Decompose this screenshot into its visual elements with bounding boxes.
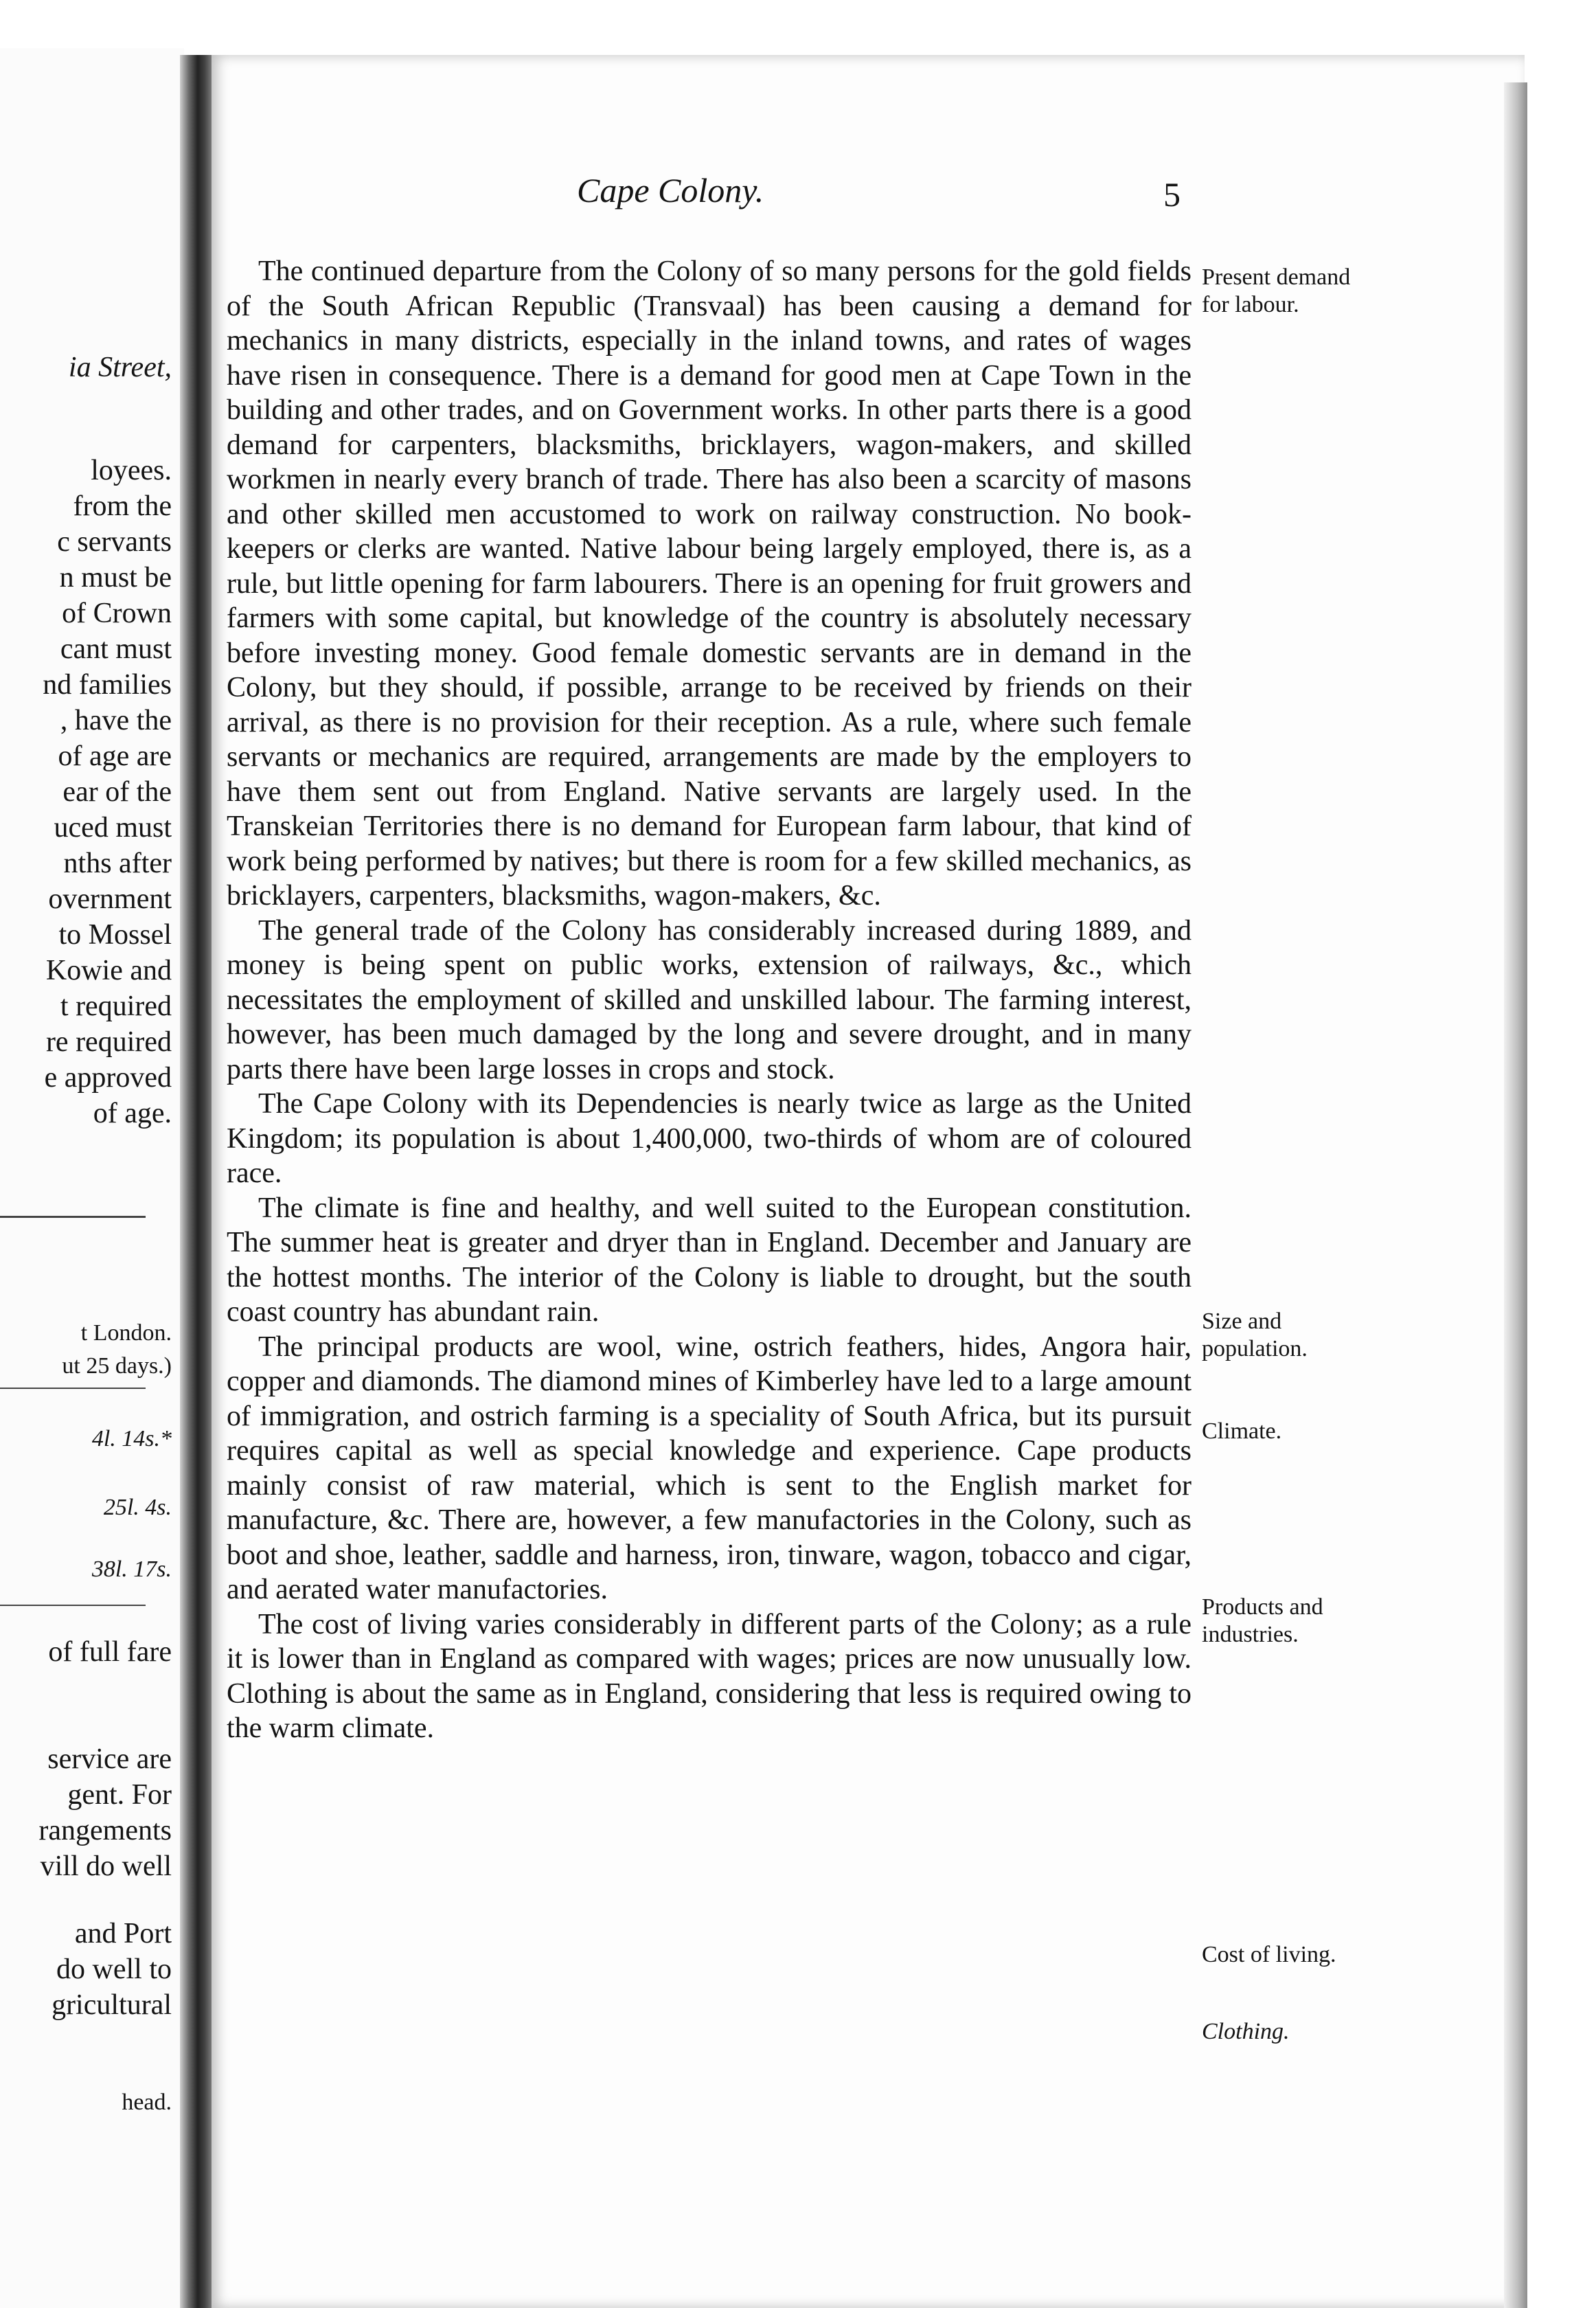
margin-note-size-and-population: Size and population. <box>1202 1309 1308 1361</box>
left-page-fragment: ia Street, <box>68 352 172 383</box>
body-text <box>227 254 1192 1746</box>
left-page-fragment: e approved <box>44 1062 172 1094</box>
paragraph-size-and-population: The Cape Colony with its Dependencies is nearly twice as large as the United Kingdom; its population is about 1,400,000, two-thirds of whom are of coloured race. <box>227 1088 1192 1189</box>
paragraph-demand-for-labour: The continued departure from the Colony of so many persons for the gold fields of the South African Republic (Transvaal) has been causing a demand for mechanics in many districts, especially in the inland towns, and rates of wages have risen in consequence. There is a demand for good men at Cape Town in the building and other trades, and on Government works. In other parts there is a good demand for carpenters, blacksmiths, bricklayers, wagon-makers, and skilled workmen in nearly every branch of trade. There has also been a scarcity of masons and other skilled men accustomed to work on railway construction. No book-keepers or clerks are wanted. Native labour being largely employed, there is, as a rule, but little opening for farm labourers. There is an opening for fruit growers and farmers with some capital, but knowledge of the country is absolutely necessary before investing money. Good female domestic servants are in demand in the Colony, but they should, if possible, arrange to be received by friends on their arrival, as there is no provision for their reception. As a rule, where such female servants or mechanics are required, arrangements are made by the employers to have them sent out from England. Native servants are largely used. In the Transkeian Territories there is no demand for European farm labour, that kind of work being performed by natives; but there is room for a few skilled mechanics, as bricklayers, carpenters, blacksmiths, wagon-makers, &c. <box>227 256 1192 912</box>
left-page-fragment: t required <box>60 991 172 1022</box>
left-page-fragment: ear of the <box>62 776 172 808</box>
left-page-fragment: vill do well <box>40 1851 172 1882</box>
left-page-fragment: loyees. <box>91 455 172 486</box>
left-page-fragment: Kowie and <box>45 955 172 986</box>
left-page-fragment: t London. <box>80 1320 172 1346</box>
left-page-fragment: uced must <box>54 812 172 844</box>
margin-note-present-demand: Present demand for labour. <box>1202 264 1351 317</box>
paragraph-climate: The climate is fine and healthy, and well suited to the European constitution. The summer heat is greater and dryer than in England. December and January are the hottest months. The interior of the Colony is liable to drought, but the south coast country has abundant rain. <box>227 1192 1192 1328</box>
left-page-fragment: gent. For <box>67 1779 172 1811</box>
margin-note-clothing: Clothing. <box>1202 2019 1290 2044</box>
paragraph-cost-of-living: The cost of living varies considerably in different parts of the Colony; as a rule it is lower than in England as compared with wages; prices are now unusually low. Clothing is about the same as in England, considering that less is required owing to the warm climate. <box>227 1608 1192 1744</box>
left-page-rule <box>0 1388 146 1389</box>
left-page-fragment: head. <box>122 2090 172 2115</box>
running-head: Cape Colony. <box>577 171 764 210</box>
page-edge-shadow <box>1504 82 1527 2308</box>
left-page-fragment: nd families <box>43 669 172 701</box>
left-page-fragment: do well to <box>56 1954 172 1985</box>
page-number: 5 <box>1163 175 1181 214</box>
left-page-fragment: of Crown <box>62 598 172 629</box>
left-page-fragment: nths after <box>63 848 172 879</box>
left-page-fragment: re required <box>45 1026 172 1058</box>
left-page-fragment: 38l. 17s. <box>91 1557 172 1582</box>
left-page-fragment: cant must <box>60 633 172 665</box>
left-page-fragment: overnment <box>48 883 172 915</box>
left-page-fragment: 25l. 4s. <box>103 1495 172 1520</box>
left-page-fragment: to Mossel <box>58 919 172 951</box>
left-page-fragment: c servants <box>57 526 172 558</box>
left-page-fragment: n must be <box>59 562 172 593</box>
left-page-fragment: and Port <box>74 1918 172 1949</box>
left-page-fragment: gricultural <box>52 1989 172 2021</box>
left-page-fragment: , have the <box>60 705 172 736</box>
left-page-fragment: of full fare <box>48 1636 172 1668</box>
margin-note-products-and-industries: Products and industries. <box>1202 1594 1323 1647</box>
left-page-rule <box>0 1216 146 1218</box>
paragraph-general-trade: The general trade of the Colony has considerably increased during 1889, and money is being spent on public works, extension of railways, &c., which necessitates the employment of skilled and unskilled labour. The farming interest, however, has been much damaged by the long and severe drought, and in many parts there have been large losses in crops and stock. <box>227 914 1192 1085</box>
book-gutter <box>180 55 216 2308</box>
left-facing-page <box>0 48 184 2308</box>
left-page-rule <box>0 1605 146 1606</box>
left-page-fragment: of age. <box>93 1098 172 1129</box>
left-page-fragment: service are <box>47 1743 172 1775</box>
left-page-fragment: from the <box>73 490 172 522</box>
paragraph-products-and-industries: The principal products are wool, wine, ostrich feathers, hides, Angora hair, copper and diamonds. The diamond mines of Kimberley have led to a large amount of immigration, and ostrich farming is a speciality of South Africa, but its pursuit requires capital as well as special knowledge and experience. Cape products mainly consist of raw material, which is sent to the English market for manufacture, &c. There are, however, a few manufactories in the Colony, such as boot and shoe, leather, saddle and harness, iron, tinware, wagon, tobacco and cigar, and aerated water manufactories. <box>227 1331 1192 1605</box>
left-page-fragment: rangements <box>38 1815 172 1846</box>
margin-note-climate: Climate. <box>1202 1418 1282 1444</box>
left-page-fragment: ut 25 days.) <box>62 1353 172 1379</box>
margin-note-cost-of-living: Cost of living. <box>1202 1942 1336 1967</box>
left-page-fragment: 4l. 14s.* <box>91 1426 172 1451</box>
left-page-fragment: of age are <box>58 740 172 772</box>
